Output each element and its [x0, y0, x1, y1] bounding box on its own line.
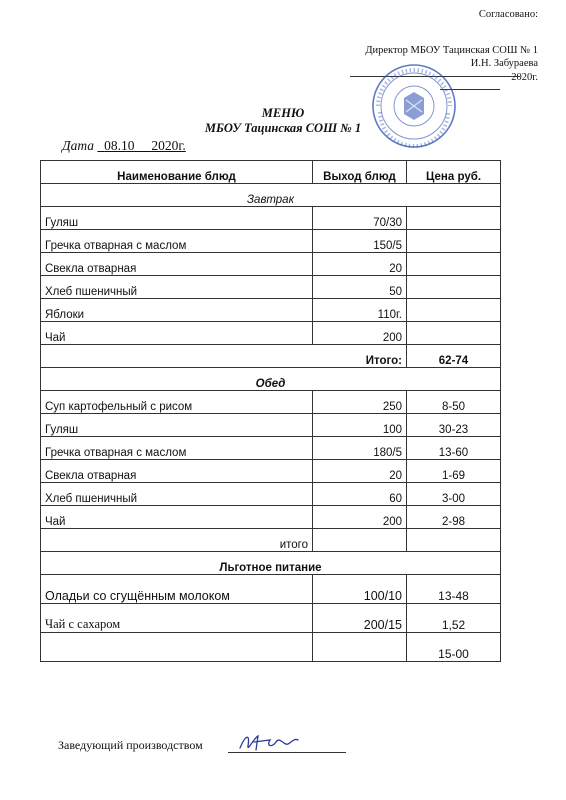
handwritten-signature-icon — [236, 728, 306, 756]
dish-price — [407, 276, 501, 299]
lunch-title: Обед — [41, 368, 501, 391]
dish-name: Чай — [41, 322, 313, 345]
table-row — [41, 391, 501, 414]
dish-name: Хлеб пшеничный — [41, 276, 313, 299]
dish-price — [407, 299, 501, 322]
table-row — [41, 414, 501, 437]
dish-name: Гуляш — [41, 207, 313, 230]
breakfast-total-label: Итого: — [41, 345, 407, 368]
school-title: МБОУ Тацинская СОШ № 1 — [204, 121, 362, 135]
dish-portion: 250 — [313, 391, 407, 414]
table-row — [41, 207, 501, 230]
dish-name: Суп картофельный с рисом — [41, 391, 313, 414]
breakfast-total-row — [41, 345, 501, 368]
dish-price: 13-48 — [407, 575, 501, 604]
dish-portion: 60 — [313, 483, 407, 506]
header-portion: Выход блюд — [313, 161, 407, 184]
dish-price — [407, 253, 501, 276]
table-row — [41, 437, 501, 460]
dish-price: 8-50 — [407, 391, 501, 414]
lunch-total-row — [41, 529, 501, 552]
lunch-total-value — [407, 529, 501, 552]
benefit-total-label — [41, 633, 313, 662]
dish-portion: 100/10 — [313, 575, 407, 604]
dish-portion: 180/5 — [313, 437, 407, 460]
director-line: Директор МБОУ Тацинская СОШ № 1 — [365, 44, 538, 56]
breakfast-section-row — [41, 184, 501, 207]
dish-price: 1-69 — [407, 460, 501, 483]
dish-name: Чай — [41, 506, 313, 529]
dish-portion: 20 — [313, 253, 407, 276]
dish-name: Хлеб пшеничный — [41, 483, 313, 506]
dish-name: Свекла отварная — [41, 460, 313, 483]
menu-table — [40, 160, 501, 662]
dish-name: Яблоки — [41, 299, 313, 322]
date-row — [62, 138, 186, 154]
dish-name: Гречка отварная с маслом — [41, 437, 313, 460]
dish-name: Чай с сахаром — [41, 604, 313, 633]
dish-portion: 200 — [313, 506, 407, 529]
date-value: 08.10 2020г. — [104, 138, 186, 153]
dish-name: Свекла отварная — [41, 253, 313, 276]
approval-label: Согласовано: — [478, 9, 538, 20]
dish-portion: 110г. — [313, 299, 407, 322]
date-label: Дата — [62, 138, 95, 153]
table-row — [41, 299, 501, 322]
table-row — [41, 230, 501, 253]
table-row — [41, 276, 501, 299]
dish-name: Гречка отварная с маслом — [41, 230, 313, 253]
benefit-total-row — [41, 633, 501, 662]
dish-portion: 50 — [313, 276, 407, 299]
table-row — [41, 604, 501, 633]
breakfast-total-value: 62-74 — [407, 345, 501, 368]
table-row — [41, 575, 501, 604]
lunch-total-label: итого — [41, 529, 313, 552]
table-header-row — [41, 161, 501, 184]
benefit-title: Льготное питание — [41, 552, 501, 575]
dish-price: 1,52 — [407, 604, 501, 633]
table-row — [41, 322, 501, 345]
dish-portion: 150/5 — [313, 230, 407, 253]
dish-portion: 70/30 — [313, 207, 407, 230]
dish-price — [407, 322, 501, 345]
dish-price: 30-23 — [407, 414, 501, 437]
table-row — [41, 483, 501, 506]
benefit-total-value: 15-00 — [407, 633, 501, 662]
table-row — [41, 506, 501, 529]
dish-portion: 100 — [313, 414, 407, 437]
dish-portion: 200 — [313, 322, 407, 345]
page-title: МЕНЮ — [261, 106, 305, 120]
director-name: И.Н. Забураева — [470, 58, 538, 69]
table-row — [41, 253, 501, 276]
dish-price: 13-60 — [407, 437, 501, 460]
dish-name: Гуляш — [41, 414, 313, 437]
lunch-section-row — [41, 368, 501, 391]
dish-price: 3-00 — [407, 483, 501, 506]
approval-year: 2020г. — [511, 71, 538, 83]
header-dish: Наименование блюд — [41, 161, 313, 184]
dish-portion: 200/15 — [313, 604, 407, 633]
table-row — [41, 460, 501, 483]
dish-portion: 20 — [313, 460, 407, 483]
header-price: Цена руб. — [407, 161, 501, 184]
lunch-total-portion — [313, 529, 407, 552]
breakfast-title: Завтрак — [41, 184, 501, 207]
dish-price — [407, 207, 501, 230]
dish-price — [407, 230, 501, 253]
benefit-section-row — [41, 552, 501, 575]
dish-price: 2-98 — [407, 506, 501, 529]
benefit-total-portion — [313, 633, 407, 662]
dish-name: Оладьи со сгущённым молоком — [41, 575, 313, 604]
footer-label: Заведующий производством — [58, 738, 203, 752]
